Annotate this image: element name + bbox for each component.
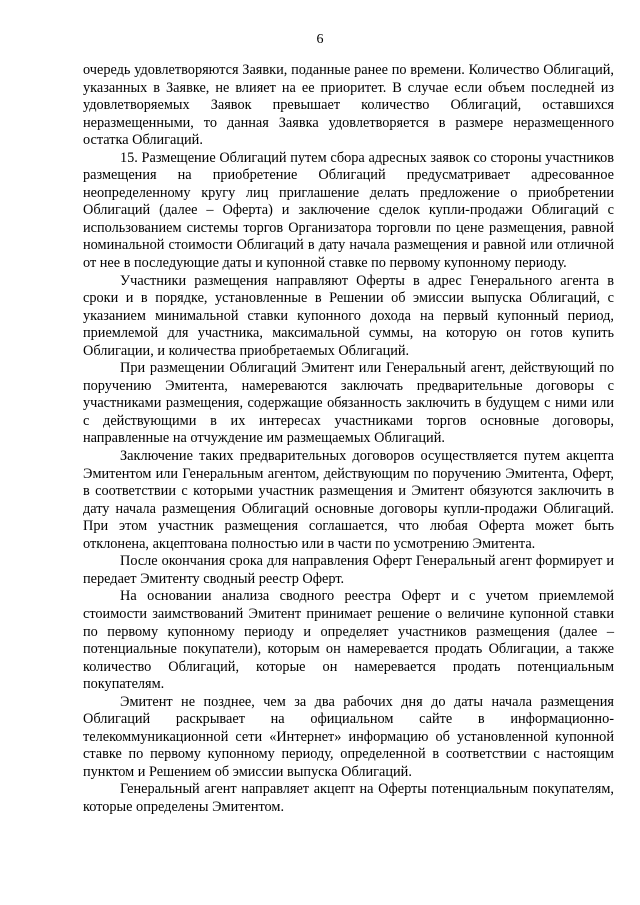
paragraph-offers-direction: Участники размещения направляют Оферты в адрес Генерального агента в сроки и в порядке, установленные в Решении об эмиссии выпуска Облигаций, с указанием минимальной ставки купонного дохода на первый купонный период, приемлемой для участника, максимальной суммы, на которую он готов купить Облигации, и количества приобретаемых Облигаций. — [83, 272, 614, 359]
paragraph-continuation: очередь удовлетворяются Заявки, поданные ранее по времени. Количество Облигаций, указанных в Заявке, не влияет на ее приоритет. В случае если объем последней из удовлетворяемых Заявок превышает количество Облигаций, оставшихся неразмещенными, то данная Заявка удовлетворяется в размере неразмещенного остатка Облигаций. — [83, 62, 614, 149]
paragraph-register: После окончания срока для направления Оферт Генеральный агент формирует и передает Эмитенту сводный реестр Оферт. — [83, 553, 614, 587]
paragraph-coupon-decision: На основании анализа сводного реестра Оферт и с учетом приемлемой стоимости заимствований Эмитент принимает решение о величине купонной ставки по первому купонному периоду и определяет участников размещения (далее – потенциальные покупатели), которым он намеревается продать Облигации, а также количество Облигаций, которые он намеревается продать потенциальным покупателям. — [83, 588, 614, 693]
paragraph-preliminary-contracts: При размещении Облигаций Эмитент или Генеральный агент, действующий по поручению Эмитента, намереваются заключать предварительные договоры с участниками размещения, содержащие обязанность заключить в будущем с ними или с действующими в их интересах участниками торгов основные договоры, направленные на отчуждение им размещаемых Облигаций. — [83, 360, 614, 447]
paragraph-item-15: 15. Размещение Облигаций путем сбора адресных заявок со стороны участников размещения на приобретение Облигаций предусматривает адресованное неопределенному кругу лиц приглашение делать предложение о приобретении Облигаций (далее – Оферта) и заключение сделок купли-продажи Облигаций с использованием системы торгов Организатора торговли по цене размещения, равной номинальной стоимости Облигаций в дату начала размещения и равной или отличной от нее в последующие даты и купонной ставке по первому купонному периоду. — [83, 149, 614, 272]
page-number: 6 — [316, 32, 324, 47]
paragraph-agent-acceptance: Генеральный агент направляет акцепт на Оферты потенциальным покупателям, которые определены Эмитентом. — [83, 781, 614, 815]
paragraph-disclosure: Эмитент не позднее, чем за два рабочих дня до даты начала размещения Облигаций раскрывает на официальном сайте в информационно-телекоммуникационной сети «Интернет» информацию об установленной купонной ставке по первому купонному периоду, определенной в соответствии с настоящим пунктом и Решением об эмиссии выпуска Облигаций. — [83, 693, 614, 780]
paragraph-acceptance: Заключение таких предварительных договоров осуществляется путем акцепта Эмитентом или Генеральным агентом, действующим по поручению Эмитента, Оферт, в соответствии с которыми участник размещения и Эмитент обязуются заключить в дату начала размещения Облигаций основные договоры купли-продажи Облигаций. При этом участник размещения соглашается, что любая Оферта может быть отклонена, акцептована полностью или в части по усмотрению Эмитента. — [83, 448, 614, 552]
document-body — [83, 62, 614, 817]
